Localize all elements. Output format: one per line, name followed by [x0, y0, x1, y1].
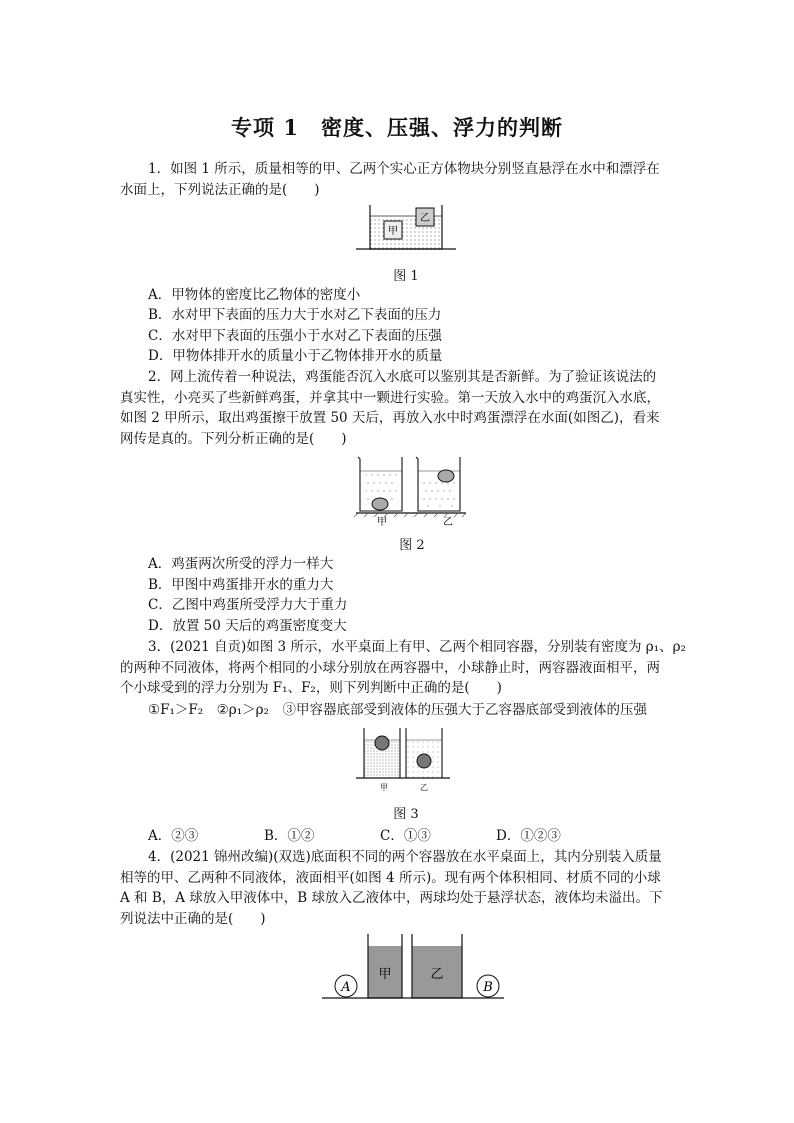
q2-stem-line4: 网传是真的。下列分析正确的是( ) [120, 431, 347, 447]
page-title: 专项 1 密度、压强、浮力的判断 [231, 115, 563, 140]
figure-3 [352, 726, 452, 796]
q1-stem-line1: 1．如图 1 所示，质量相等的甲、乙两个实心正方体物块分别竖直悬浮在水中和漂浮在 [148, 161, 660, 177]
fig1-label-a: 甲 [388, 226, 398, 237]
q1-stem-line2: 水面上，下列说法正确的是( ) [120, 182, 320, 198]
fig4-ball-a: A [341, 980, 351, 995]
q3-option-a: A．②③ [148, 828, 199, 844]
figure-3-caption: 图 3 [393, 807, 419, 822]
fig1-label-b: 乙 [420, 213, 430, 224]
q3-options [148, 826, 612, 846]
q1-option-d: D．甲物体排开水的质量小于乙物体排开水的质量 [148, 348, 443, 364]
q1-option-a: A．甲物体的密度比乙物体的密度小 [148, 287, 361, 303]
fig3-label-b: 乙 [420, 783, 428, 792]
q2-option-b: B．甲图中鸡蛋排开水的重力大 [148, 577, 334, 593]
q3-stem-line3: 个小球受到的浮力分别为 F₁、F₂，则下列判断中正确的是( ) [120, 680, 502, 696]
fig2-label-a: 甲 [377, 517, 387, 528]
figure-2 [350, 453, 470, 528]
q3-option-c: C．①③ [380, 828, 431, 844]
fig2-label-b: 乙 [443, 517, 453, 528]
q3-stem-line1: 3．(2021 自贡)如图 3 所示，水平桌面上有甲、乙两个相同容器，分别装有密度为 ρ₁、ρ₂ [148, 639, 686, 655]
q2-stem-line2: 真实性，小亮买了些新鲜鸡蛋，并拿其中一颗进行实验。第一天放入水中的鸡蛋沉入水底， [120, 390, 660, 406]
q4-stem-line4: 列说法中正确的是( ) [120, 911, 266, 927]
q2-option-c: C．乙图中鸡蛋所受浮力大于重力 [148, 597, 348, 613]
q1-option-c: C．水对甲下表面的压强小于水对乙下表面的压强 [148, 328, 442, 344]
q4-stem-line1: 4．(2021 锦州改编)(双选)底面积不同的两个容器放在水平桌面上，其内分别装入质量 [148, 849, 662, 865]
figure-1 [350, 203, 462, 259]
q3-option-d: D．①②③ [496, 828, 561, 844]
q2-option-d: D．放置 50 天后的鸡蛋密度变大 [148, 618, 347, 634]
q2-stem-line1: 2．网上流传着一种说法，鸡蛋能否沉入水底可以鉴别其是否新鲜。为了验证该说法的 [148, 369, 657, 385]
q2-option-a: A．鸡蛋两次所受的浮力一样大 [148, 556, 334, 572]
fig4-label-b: 乙 [430, 967, 444, 982]
fig4-label-a: 甲 [378, 967, 392, 982]
q3-stem-line4: ①F₁＞F₂ ②ρ₁＞ρ₂ ③甲容器底部受到液体的压强大于乙容器底部受到液体的压强 [148, 702, 647, 718]
figure-2-caption: 图 2 [399, 538, 425, 553]
figure-1-caption: 图 1 [393, 269, 419, 284]
q3-option-b: B．①② [264, 828, 315, 844]
q4-stem-line2: 相等的甲、乙两种不同液体，液面相平(如图 4 所示)。现有两个体积相同、材质不同的小球 [120, 870, 661, 886]
q4-stem-line3: A 和 B，A 球放入甲液体中，B 球放入乙液体中，两球均处于悬浮状态，液体均未溢出。下 [120, 890, 663, 906]
figure-4 [318, 930, 508, 1004]
fig3-label-a: 甲 [380, 783, 388, 792]
q1-option-b: B．水对甲下表面的压力大于水对乙下表面的压力 [148, 307, 442, 323]
q2-stem-line3: 如图 2 甲所示，取出鸡蛋擦干放置 50 天后，再放入水中时鸡蛋漂浮在水面(如图乙)，看来 [120, 410, 660, 426]
fig4-ball-b: B [483, 980, 493, 995]
q3-stem-line2: 的两种不同液体，将两个相同的小球分别放在两容器中，小球静止时，两容器液面相平，两 [120, 660, 660, 676]
